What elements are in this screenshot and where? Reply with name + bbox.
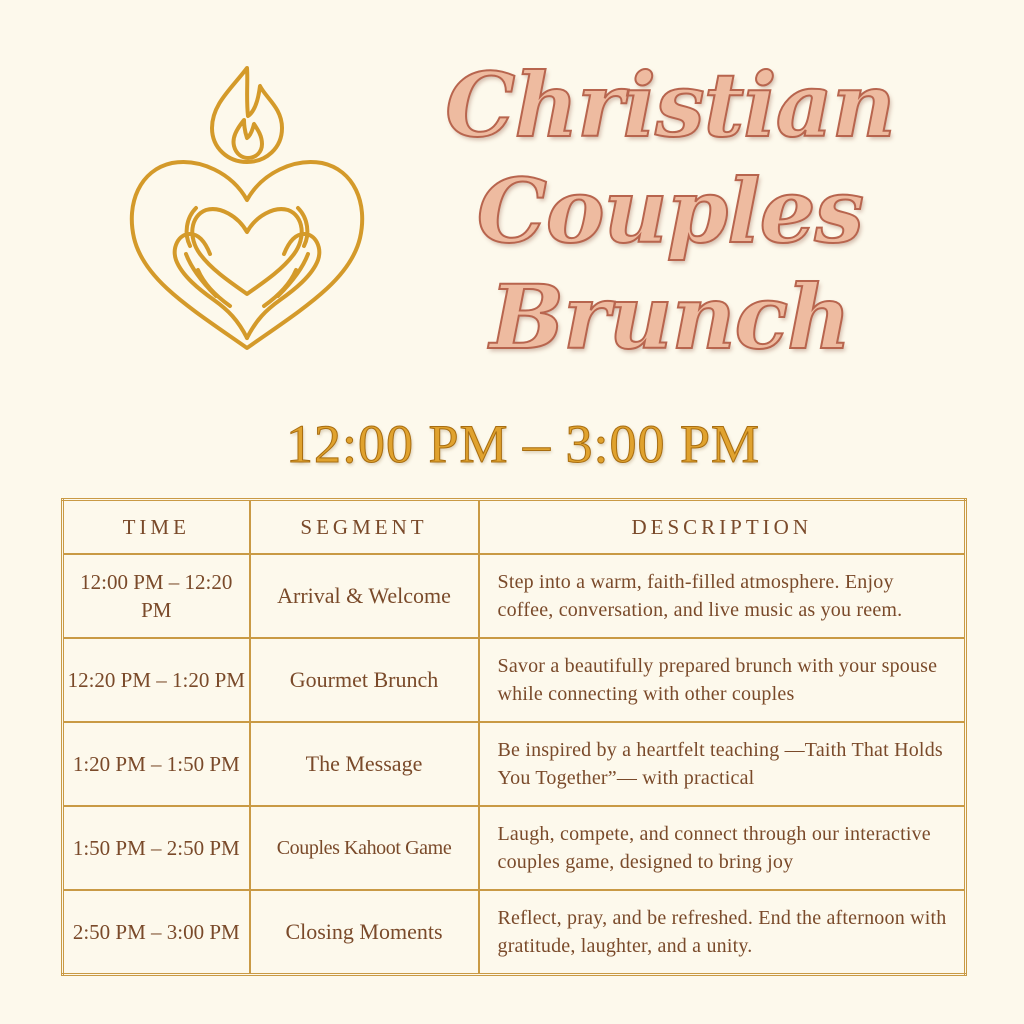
row-description: Be inspired by a heartfelt teaching —Taith That Holds You Together”— with practical [479,722,966,806]
title-line-1: Christian [445,53,895,157]
heart-outer [132,162,362,348]
row-segment: Gourmet Brunch [250,638,479,722]
row-description: Step into a warm, faith-filled atmosphere. Enjoy coffee, conversation, and live music as you reem. [479,554,966,638]
row-segment: Arrival & Welcome [250,554,479,638]
row-time: 12:20 PM – 1:20 PM [63,638,250,722]
row-time: 2:50 PM – 3:00 PM [63,890,250,975]
row-segment: Couples Kahoot Game [250,806,479,890]
table-row [63,722,966,806]
flame-outer [212,68,282,162]
row-segment: Closing Moments [250,890,479,975]
table-header-row [63,500,966,555]
schedule-table [61,498,967,976]
title-line-2: Couples [476,159,864,263]
row-description: Reflect, pray, and be refreshed. End the afternoon with gratitude, laughter, and a unity. [479,890,966,975]
table-row [63,554,966,638]
row-description: Savor a beautifully prepared brunch with your spouse while connecting with other couples [479,638,966,722]
row-segment: The Message [250,722,479,806]
event-title [410,52,930,370]
flame-heart-hands-icon [120,58,375,358]
title-line-3: Brunch [489,265,851,369]
row-time: 1:20 PM – 1:50 PM [63,722,250,806]
flame-inner [233,120,262,158]
row-time: 12:00 PM – 12:20 PM [63,554,250,638]
table-row [63,638,966,722]
header-description: DESCRIPTION [479,500,966,555]
table-row [63,890,966,975]
header-time: TIME [63,500,250,555]
table-row [63,806,966,890]
header-segment: SEGMENT [250,500,479,555]
row-time: 1:50 PM – 2:50 PM [63,806,250,890]
event-time-range: 12:00 PM – 3:00 PM [285,414,761,474]
row-description: Laugh, compete, and connect through our interactive couples game, designed to bring joy [479,806,966,890]
